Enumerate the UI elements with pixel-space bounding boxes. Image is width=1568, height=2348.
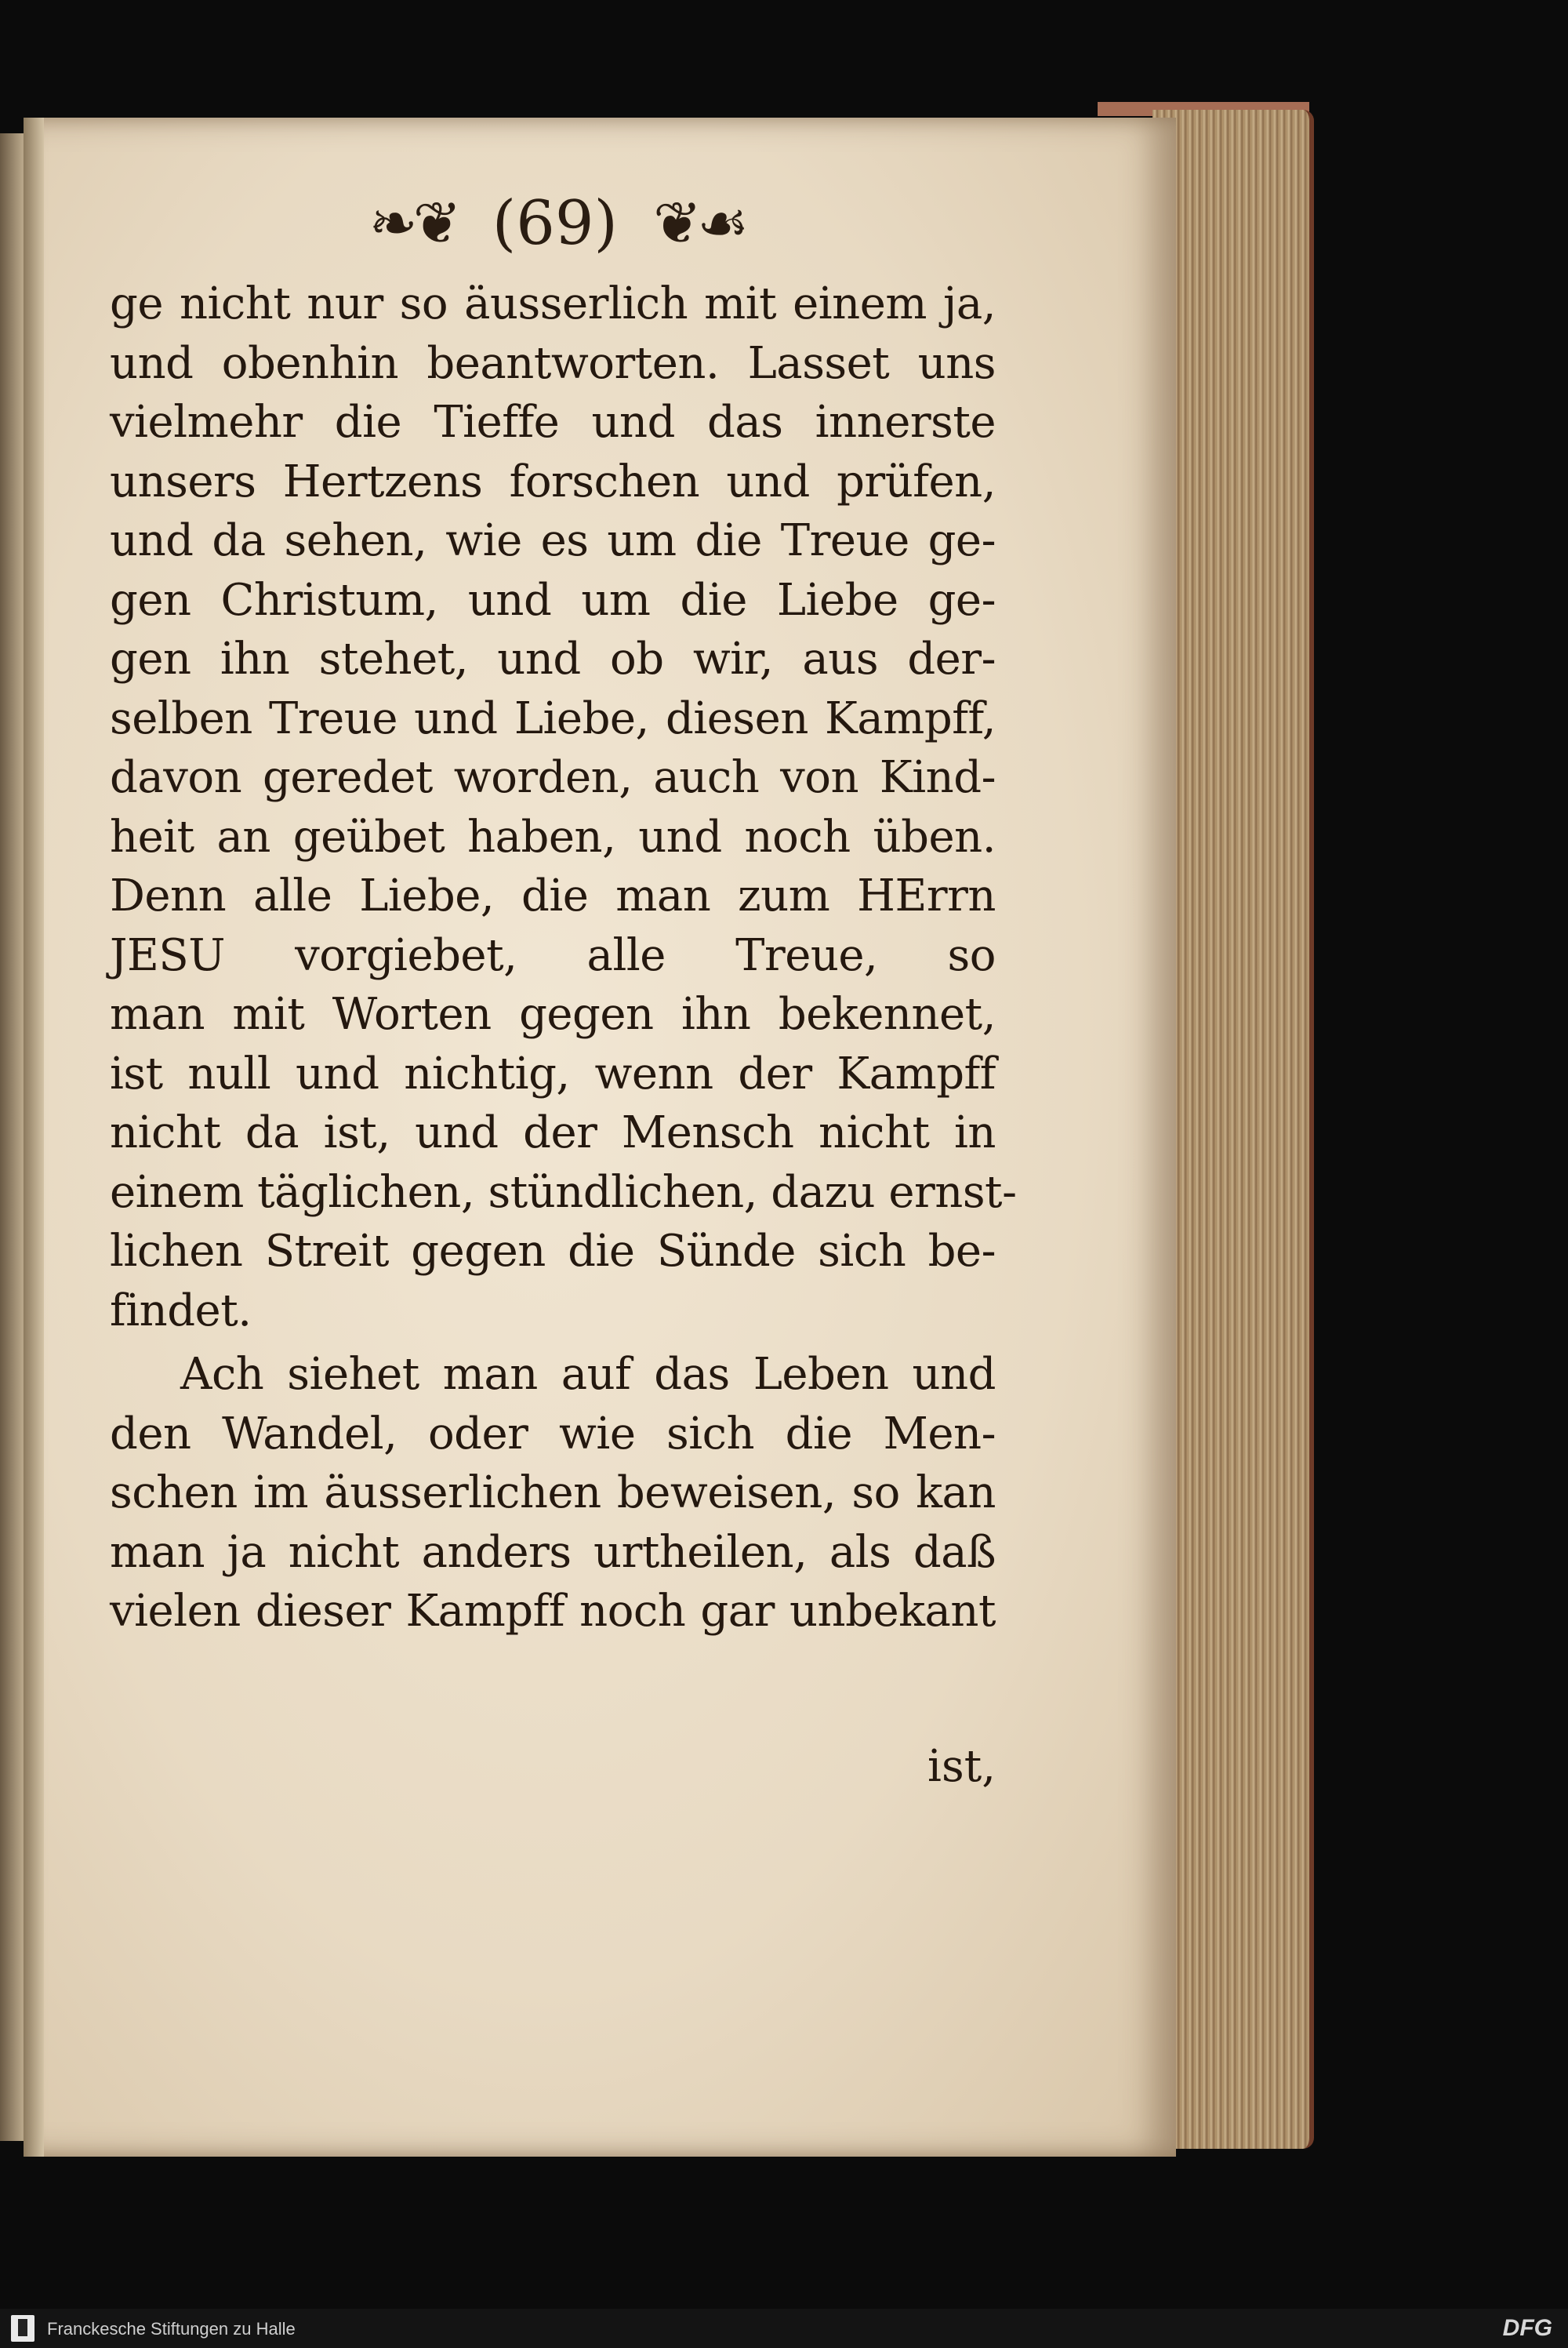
text-line: gen ihn stehet, und ob wir, aus der- [110,634,996,685]
text-line: lichen Streit gegen die Sünde sich be- [110,1226,996,1277]
ornament-left-icon: ❧❦ [368,190,457,257]
text-line: heit an geübet haben, und noch üben. [110,811,996,863]
paragraph-2 [110,1345,996,1641]
text-line: unsers Hertzens forschen und prüfen, [110,456,996,507]
text-line: man ja nicht anders urtheilen, als daß [110,1526,996,1578]
footer-bar [0,2309,1568,2348]
text-line: schen im äusserlichen beweisen, so kan [110,1467,996,1518]
page-gutter [24,118,44,2157]
text-line: nicht da ist, und der Mensch nicht in [110,1107,996,1158]
page-number: (69) [492,188,618,259]
text-line: JESU vorgiebet, alle Treue, so [110,929,996,981]
paragraph-1 [110,274,1017,1340]
text-line: Denn alle Liebe, die man zum HErrn [110,871,996,921]
text-line: und da sehen, wie es um die Treue ge- [110,515,996,566]
text-line: davon geredet worden, auch von Kind- [110,752,996,803]
text-line: ist null und nichtig, wenn der Kampff [110,1048,996,1099]
text-line: und obenhin beantworten. Lasset uns [110,337,996,389]
catchword: ist, [927,1741,996,1792]
page-header [314,180,800,267]
text-line: gen Christum, und um die Liebe ge- [110,574,996,626]
institution-logo-icon [11,2315,34,2342]
text-line: selben Treue und Liebe, diesen Kampff, [110,692,996,744]
text-line: vielmehr die Tieffe und das innerste [110,397,996,448]
ornament-right-icon: ❦☙ [652,190,745,257]
body-text [110,274,1017,1641]
text-line: einem täglichen, stündlichen, dazu ernst- [110,1166,1017,1218]
dfg-logo: DFG [1502,2315,1552,2341]
text-line: den Wandel, oder wie sich die Men- [110,1408,996,1459]
text-line: ge nicht nur so äusserlich mit einem ja, [110,278,996,329]
text-line: vielen dieser Kampff noch gar unbekant [110,1586,996,1637]
text-line: Ach siehet man auf das Leben und [180,1349,996,1400]
text-line: man mit Worten gegen ihn bekennet, [110,989,996,1040]
text-line: findet. [110,1285,252,1336]
institution-name: Franckesche Stiftungen zu Halle [47,2319,296,2339]
page-block [1152,110,1314,2149]
